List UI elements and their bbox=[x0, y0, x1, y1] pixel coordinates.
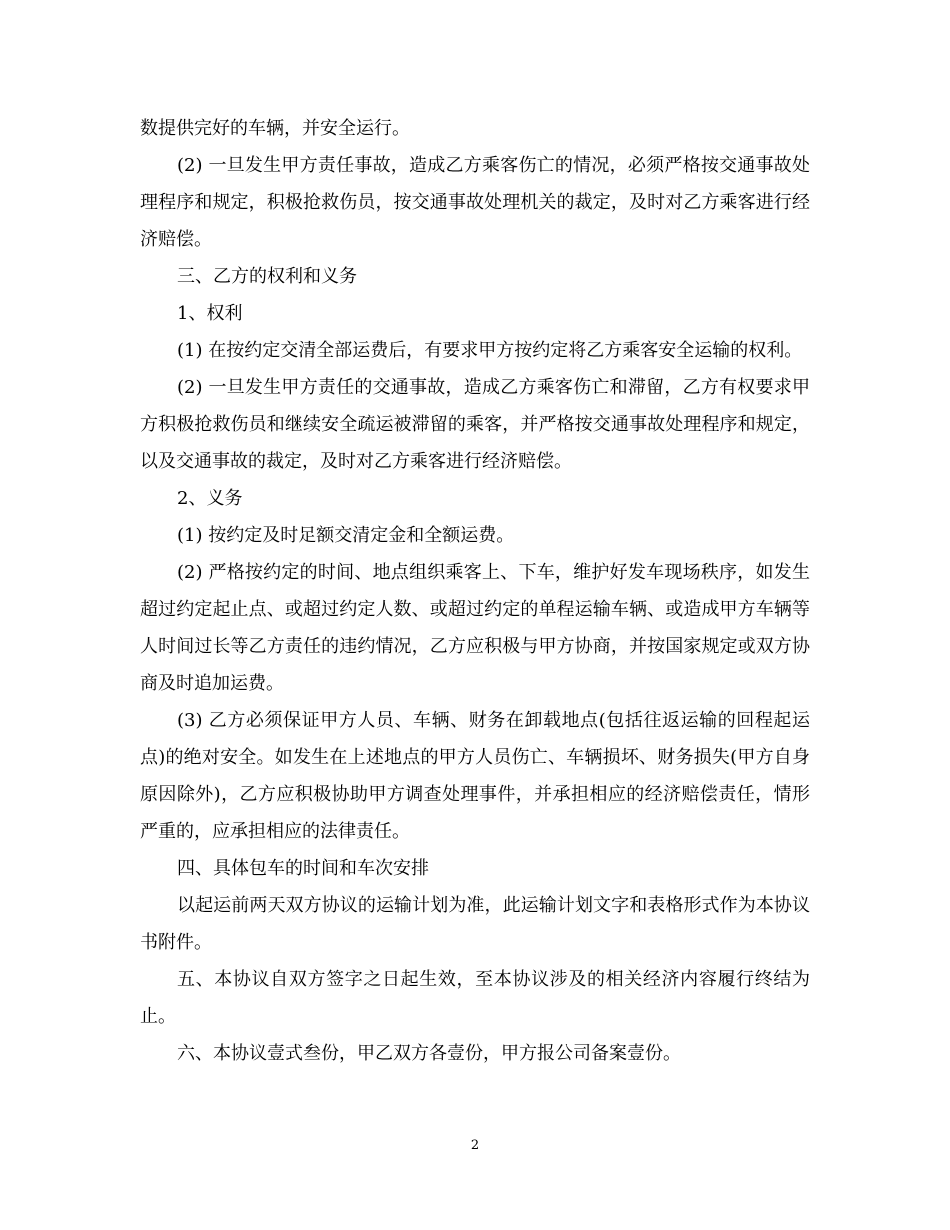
page-number: 2 bbox=[470, 1138, 480, 1153]
document-body bbox=[140, 110, 810, 1072]
section-effective-date: 五、本协议自双方签字之日起生效，至本协议涉及的相关经济内容履行终结为止。 bbox=[140, 969, 810, 1027]
section-copies: 六、本协议壹式叁份，甲乙双方各壹份，甲方报公司备案壹份。 bbox=[177, 1043, 681, 1064]
subheading-obligations: 2、义务 bbox=[177, 488, 243, 509]
paragraph-obligation-1: (1) 按约定及时足额交清定金和全额运费。 bbox=[177, 525, 515, 546]
paragraph-obligation-2: (2) 严格按约定的时间、地点组织乘客上、下车，维护好发车现场秩序，如发生超过约定起止点、或超过约定人数、或超过约定的单程运输车辆、或造成甲方车辆等人时间过长等乙方责任的违约情况，乙方应积极与甲方协商，并按国家规定或双方协商及时追加运费。 bbox=[140, 562, 810, 694]
paragraph-right-2: (2) 一旦发生甲方责任的交通事故，造成乙方乘客伤亡和滞留，乙方有权要求甲方积极抢救伤员和继续安全疏运被滞留的乘客，并严格按交通事故处理程序和规定，以及交通事故的裁定，及时对乙方乘客进行经济赔偿。 bbox=[140, 377, 810, 472]
paragraph-right-1: (1) 在按约定交清全部运费后，有要求甲方按约定将乙方乘客安全运输的权利。 bbox=[177, 340, 803, 361]
paragraph-clause-2-party-a: (2) 一旦发生甲方责任事故，造成乙方乘客伤亡的情况，必须严格按交通事故处理程序和规定，积极抢救伤员，按交通事故处理机关的裁定，及时对乙方乘客进行经济赔偿。 bbox=[140, 155, 810, 250]
paragraph-continuation: 数提供完好的车辆，并安全运行。 bbox=[140, 118, 410, 139]
subheading-rights: 1、权利 bbox=[177, 303, 243, 324]
section-heading-schedule: 四、具体包车的时间和车次安排 bbox=[177, 858, 429, 879]
section-heading-party-b-rights: 三、乙方的权利和义务 bbox=[177, 266, 357, 287]
paragraph-obligation-3: (3) 乙方必须保证甲方人员、车辆、财务在卸载地点(包括往返运输的回程起运点)的绝对安全。如发生在上述地点的甲方人员伤亡、车辆损坏、财务损失(甲方自身原因除外)，乙方应积极协助甲方调查处理事件，并承担相应的经济赔偿责任，情形严重的，应承担相应的法律责任。 bbox=[140, 710, 810, 842]
paragraph-schedule: 以起运前两天双方协议的运输计划为准，此运输计划文字和表格形式作为本协议书附件。 bbox=[140, 895, 810, 953]
